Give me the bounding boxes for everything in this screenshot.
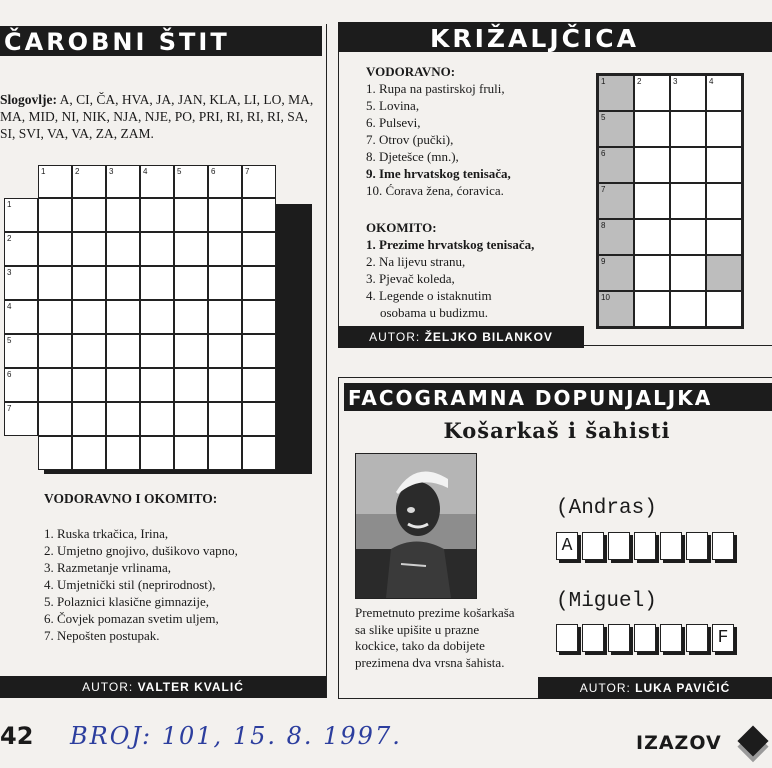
top-number-cell[interactable]: 7 (242, 165, 276, 198)
letter-box[interactable] (634, 624, 656, 652)
slogovlje-syllables: A, CI, ČA, HVA, JA, JAN, KLA, LI, LO, MA, MA, MID, NI, NIK, NJA, NJE, PO, PRI, RI, RI, RI, SA, SI, SVI, VA, VA, ZA, ZAM. (0, 92, 314, 141)
grid-cell[interactable] (670, 147, 706, 183)
letter-box[interactable] (556, 624, 578, 652)
author-name: ŽELJKO BILANKOV (424, 330, 553, 344)
grid-cell[interactable] (72, 402, 106, 436)
grid-cell[interactable] (4, 266, 38, 300)
carobni-clue: 1. Ruska trkačica, Irina, (44, 526, 169, 541)
grid-cell[interactable] (598, 219, 634, 255)
grid-cell[interactable] (208, 402, 242, 436)
grid-cell[interactable] (598, 291, 634, 327)
vodoravno-clue: 1. Rupa na pastirskoj fruli, (366, 81, 505, 96)
carobni-clue: 3. Razmetanje vrlinama, (44, 560, 172, 575)
slogovlje-label: Slogovlje: (0, 92, 57, 107)
vodoravno-clue: 7. Otrov (pučki), (366, 132, 454, 147)
grid-cell[interactable] (174, 368, 208, 402)
grid-cell[interactable] (634, 291, 670, 327)
grid-cell[interactable] (208, 198, 242, 232)
grid-cell[interactable] (4, 232, 38, 266)
cell-number: 1 (601, 77, 606, 86)
okomito-clue: osobama u budizmu. (380, 305, 488, 320)
grid-cell[interactable] (706, 75, 742, 111)
grid-cell[interactable] (4, 334, 38, 368)
grid-cell[interactable] (140, 334, 174, 368)
grid-cell[interactable] (242, 232, 276, 266)
grid-cell[interactable] (242, 368, 276, 402)
row-number: 7 (7, 404, 12, 413)
okomito-clue: 2. Na lijevu stranu, (366, 254, 466, 269)
facogramna-author-bar (538, 677, 772, 699)
grid-cell[interactable] (38, 334, 72, 368)
top-number-cell[interactable]: 6 (208, 165, 242, 198)
top-number-cell[interactable]: 2 (72, 165, 106, 198)
grid-cell[interactable] (634, 111, 670, 147)
grid-cell[interactable] (38, 436, 72, 470)
letter-box[interactable] (712, 532, 734, 560)
name2-label: (Miguel) (556, 590, 657, 613)
letter-box[interactable] (686, 624, 708, 652)
top-number-cell[interactable]: 3 (106, 165, 140, 198)
grid-cell[interactable] (38, 368, 72, 402)
grid-cell[interactable] (106, 232, 140, 266)
slogovlje-text (0, 91, 320, 142)
brand-diamond-icon (737, 725, 768, 756)
grid-cell[interactable] (598, 147, 634, 183)
letter-box[interactable] (686, 532, 708, 560)
facogramna-title: FACOGRAMNA DOPUNJALJKA (348, 386, 713, 410)
grid-cell[interactable] (140, 300, 174, 334)
grid-cell[interactable] (634, 255, 670, 291)
facogramna-caption: Premetnuto prezime košarkaša sa slike upišite u prazne kockice, tako da dobijete prezimena dva vrsna šahista. (355, 605, 515, 670)
grid-cell[interactable] (4, 300, 38, 334)
grid-cell[interactable] (174, 198, 208, 232)
carobni-clue: 5. Polaznici klasične gimnazije, (44, 594, 209, 609)
top-number-cell[interactable]: 4 (140, 165, 174, 198)
grid-cell[interactable] (140, 436, 174, 470)
cell-number: 7 (601, 185, 606, 194)
letter-box[interactable] (660, 624, 682, 652)
grid-cell[interactable] (4, 198, 38, 232)
grid-cell[interactable] (174, 436, 208, 470)
grid-cell[interactable] (670, 183, 706, 219)
grid-cell[interactable] (634, 147, 670, 183)
cell-number: 2 (637, 77, 642, 86)
grid-cell[interactable] (38, 300, 72, 334)
cell-number: 5 (601, 113, 606, 122)
grid-cell[interactable] (706, 111, 742, 147)
cell-number: 6 (601, 149, 606, 158)
grid-cell[interactable] (706, 291, 742, 327)
grid-cell[interactable] (72, 266, 106, 300)
row-number: 6 (7, 370, 12, 379)
letter-box[interactable] (608, 624, 630, 652)
author-label: AUTOR: (579, 681, 631, 695)
brand-name: IZAZOV (636, 732, 722, 754)
grid-cell[interactable] (140, 368, 174, 402)
grid-cell[interactable] (208, 266, 242, 300)
grid-cell[interactable] (174, 402, 208, 436)
krizaljcica-clues (366, 63, 596, 321)
grid-cell[interactable] (706, 255, 742, 291)
grid-cell[interactable] (72, 334, 106, 368)
grid-cell[interactable] (242, 198, 276, 232)
grid-cell[interactable] (106, 436, 140, 470)
grid-cell[interactable] (670, 255, 706, 291)
grid-cell[interactable] (38, 402, 72, 436)
letter-box[interactable]: A (556, 532, 578, 560)
name1-answer-boxes (556, 532, 738, 560)
grid-cell[interactable] (670, 219, 706, 255)
carobni-clue: 2. Umjetno gnojivo, dušikovo vapno, (44, 543, 238, 558)
letter-box[interactable] (608, 532, 630, 560)
grid-cell[interactable] (38, 232, 72, 266)
grid-cell[interactable] (634, 219, 670, 255)
name1-label: (Andras) (556, 497, 657, 520)
row-number: 1 (7, 200, 12, 209)
name2-answer-boxes (556, 624, 738, 652)
grid-cell[interactable] (106, 368, 140, 402)
grid-cell[interactable] (208, 334, 242, 368)
grid-cell[interactable] (242, 334, 276, 368)
grid-cell[interactable] (38, 266, 72, 300)
grid-cell[interactable] (242, 436, 276, 470)
grid-cell[interactable] (4, 402, 38, 436)
letter-box[interactable] (582, 624, 604, 652)
vodoravno-clue: 9. Ime hrvatskog tenisača, (366, 166, 511, 181)
grid-cell[interactable] (208, 300, 242, 334)
grid-cell[interactable] (38, 198, 72, 232)
grid-cell[interactable] (242, 300, 276, 334)
cell-number: 3 (673, 77, 678, 86)
krizaljcica-author-bar (338, 326, 584, 348)
grid-cell[interactable] (140, 198, 174, 232)
cell-number: 8 (601, 221, 606, 230)
grid-cell[interactable] (106, 402, 140, 436)
krizaljcica-title: KRIŽALJČICA (430, 24, 639, 53)
grid-cell[interactable] (72, 368, 106, 402)
grid-cell[interactable] (174, 334, 208, 368)
cell-number: 4 (709, 77, 714, 86)
top-number-cell[interactable]: 1 (38, 165, 72, 198)
author-label: AUTOR: (369, 330, 421, 344)
grid-cell[interactable] (174, 232, 208, 266)
vodoravno-clue: 10. Ćorava žena, ćoravica. (366, 183, 504, 198)
cell-number: 9 (601, 257, 606, 266)
krizaljcica-grid (596, 73, 744, 329)
grid-cell[interactable] (670, 291, 706, 327)
grid-cell[interactable] (598, 111, 634, 147)
letter-box[interactable]: F (712, 624, 734, 652)
grid-cell[interactable] (72, 300, 106, 334)
okomito-clue: 4. Legende o istaknutim (366, 288, 492, 303)
vodoravno-clue: 5. Lovina, (366, 98, 420, 113)
grid-cell[interactable] (72, 436, 106, 470)
carobni-top-strip (38, 165, 276, 198)
grid-cell[interactable] (174, 266, 208, 300)
handwritten-date: BROJ: 101, 15. 8. 1997. (70, 722, 402, 750)
grid-cell[interactable] (670, 75, 706, 111)
grid-cell[interactable] (140, 266, 174, 300)
row-number: 5 (7, 336, 12, 345)
okomito-clue: 1. Prezime hrvatskog tenisača, (366, 237, 535, 252)
grid-cell[interactable] (670, 111, 706, 147)
letter-box[interactable] (634, 532, 656, 560)
grid-cell[interactable] (634, 75, 670, 111)
grid-cell[interactable] (706, 147, 742, 183)
cell-number: 10 (601, 293, 610, 302)
letter-box[interactable] (660, 532, 682, 560)
carobni-clue: 6. Čovjek pomazan svetim uljem, (44, 611, 219, 626)
grid-cell[interactable] (140, 232, 174, 266)
grid-cell[interactable] (706, 219, 742, 255)
grid-cell[interactable] (72, 198, 106, 232)
grid-cell[interactable] (106, 334, 140, 368)
top-number-cell[interactable]: 5 (174, 165, 208, 198)
author-name: LUKA PAVIČIĆ (635, 681, 731, 695)
carobni-grid (4, 198, 276, 470)
grid-cell[interactable] (4, 368, 38, 402)
grid-cell[interactable] (106, 300, 140, 334)
grid-cell[interactable] (106, 266, 140, 300)
carobni-clues-heading: VODORAVNO I OKOMITO: (44, 491, 218, 506)
okomito-clue: 3. Pjevač koleda, (366, 271, 455, 286)
grid-cell[interactable] (106, 198, 140, 232)
vodoravno-heading: VODORAVNO: (366, 64, 456, 79)
carobni-author-bar (0, 676, 326, 698)
author-label: AUTOR: (82, 680, 134, 694)
grid-cell[interactable] (706, 183, 742, 219)
grid-cell[interactable] (242, 266, 276, 300)
row-number: 3 (7, 268, 12, 277)
vodoravno-clue: 6. Pulsevi, (366, 115, 421, 130)
grid-cell[interactable] (174, 300, 208, 334)
letter-box[interactable] (582, 532, 604, 560)
grid-cell[interactable] (208, 232, 242, 266)
grid-cell[interactable] (140, 402, 174, 436)
carobni-clue: 4. Umjetnički stil (neprirodnost), (44, 577, 216, 592)
basketball-player-photo (355, 453, 477, 599)
author-name: VALTER KVALIĆ (137, 680, 244, 694)
row-number: 2 (7, 234, 12, 243)
facogramna-subtitle: Košarkaš i šahisti (443, 418, 671, 443)
carobni-clues (44, 525, 324, 644)
grid-cell[interactable] (208, 368, 242, 402)
grid-cell[interactable] (634, 183, 670, 219)
row-number: 4 (7, 302, 12, 311)
grid-cell[interactable] (242, 402, 276, 436)
okomito-heading: OKOMITO: (366, 220, 437, 235)
grid-cell[interactable] (598, 255, 634, 291)
carobni-clue: 7. Nepošten postupak. (44, 628, 160, 643)
carobni-title: ČAROBNI ŠTIT (4, 28, 230, 56)
grid-cell[interactable] (598, 75, 634, 111)
grid-cell[interactable] (598, 183, 634, 219)
vodoravno-clue: 8. Djetešce (mn.), (366, 149, 459, 164)
grid-cell[interactable] (72, 232, 106, 266)
page-number: 42 (0, 722, 34, 750)
grid-cell[interactable] (208, 436, 242, 470)
